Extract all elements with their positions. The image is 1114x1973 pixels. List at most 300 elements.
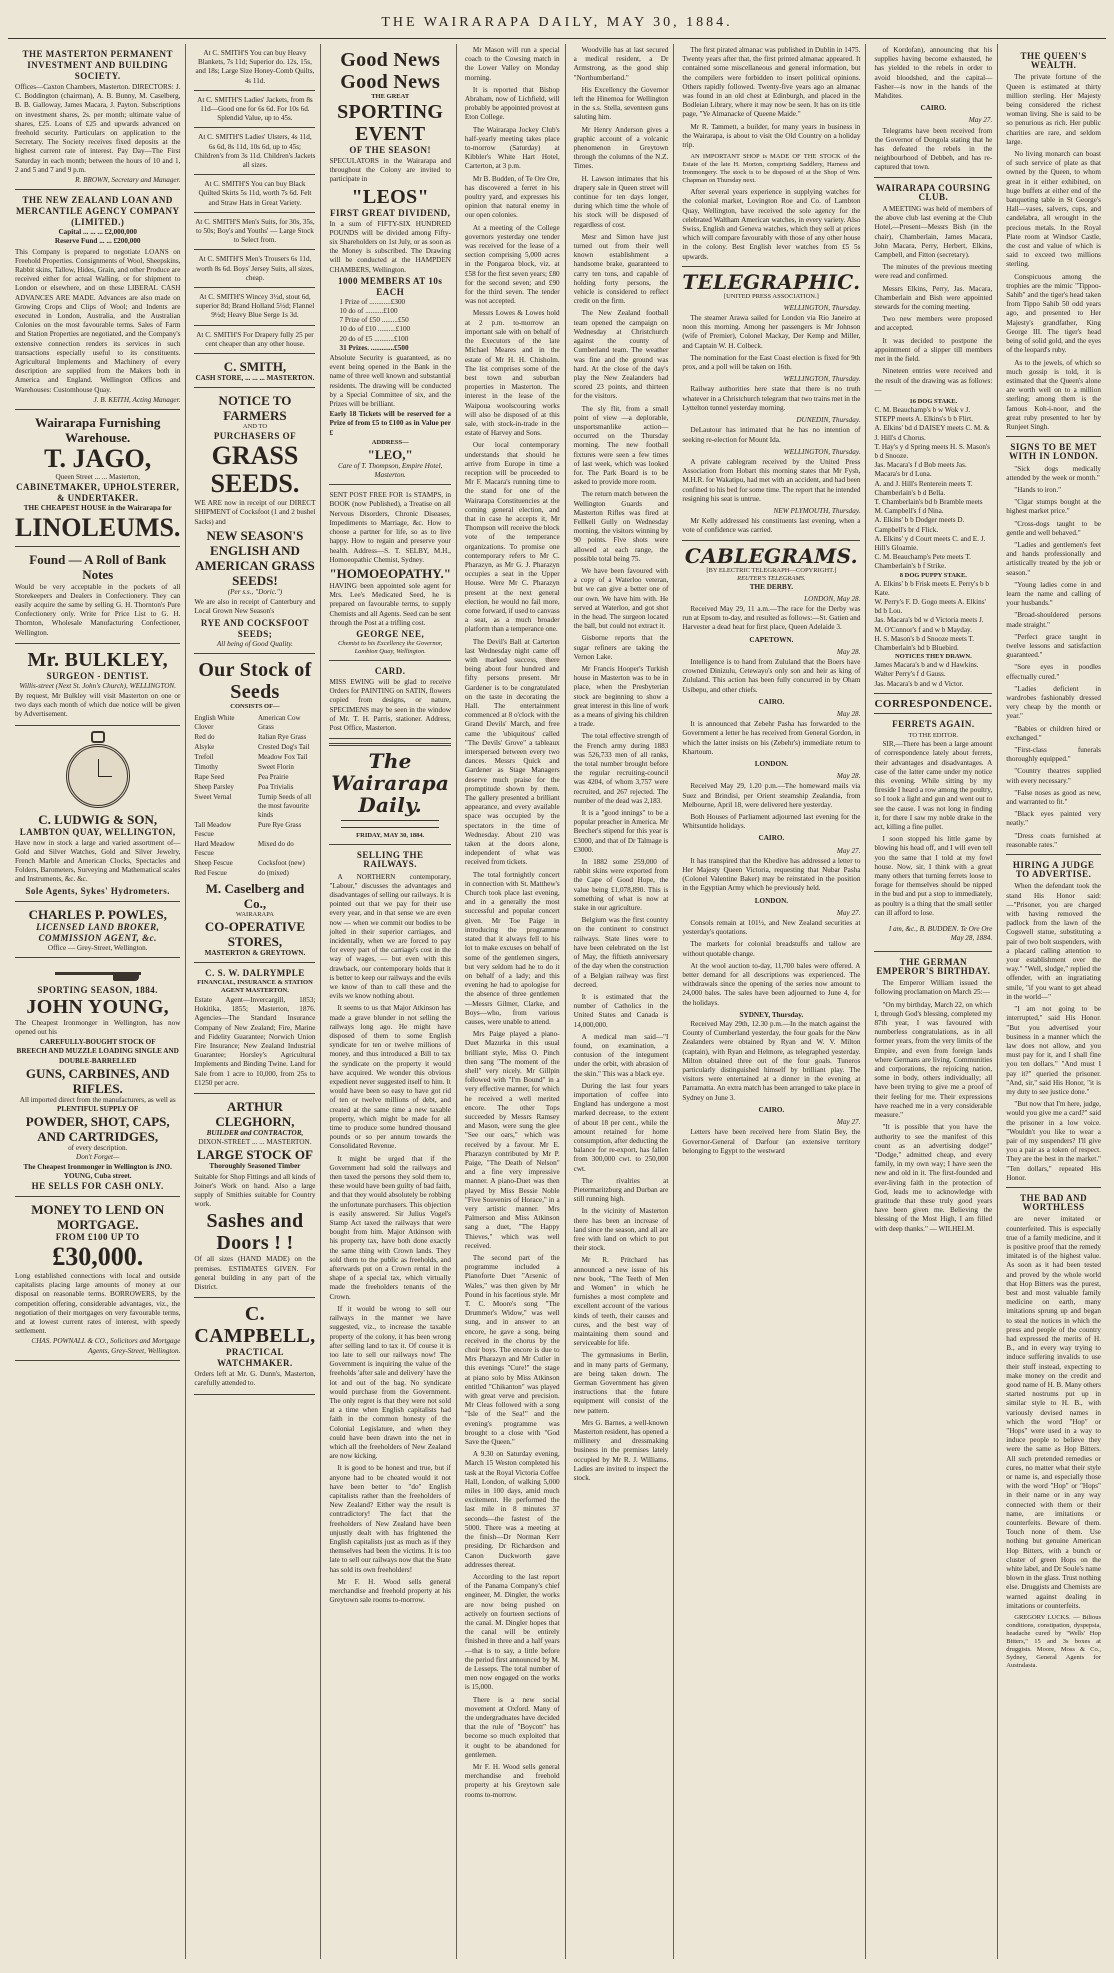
ad-powles-land-broker	[15, 904, 180, 958]
ad-campbell-watchmaker	[194, 1300, 315, 1394]
cable-head: LONDON.	[754, 759, 789, 768]
ad-card-miss-ewing	[329, 663, 450, 739]
seed-item: Red do	[194, 732, 215, 741]
news-paragraph: A medical man said—"I found, on examination, a contusion of the integument under the orbit, with abrasion of the skin." This was a black eye.	[573, 1032, 669, 1078]
seed-item: Cocksfoot (new)	[257, 858, 305, 867]
notices-title: NOTICES THEY DRAWN.	[894, 653, 972, 661]
telegram-place: WELLINGTON, Thursday.	[783, 447, 861, 456]
cable-text: Received May 29, 1.20 p.m.—The homeward mails via Suez and Brindisi, per Orient steamship Zealandia, from Melbourne, April 18, were delivered here yesterday.	[682, 782, 861, 809]
homeo-body: SENT POST FREE FOR 1s STAMPS, in BOOK (now Published), a Treatise on all Nervous Disorders, Chronic Diseases, Impediments to Marriage, &c. How to choose a partner for life, so as to live happy. How to regain and preserve your health. Address—S. T. SELBY, M.H., Homoeopathic Chemist, Sydney.	[329, 491, 451, 564]
news-paragraph: The second part of the programme included a Pianoforte Duet "Arsenic of Wales," was then given by Mr Pound in his facetious style. Mr T. C. Moore's song "The Drummer's Widow," was well sung, and in answer to an encore, he gave a song, being received in the chorus by the choir boys. The encore is due to Mrs Pharazyn and Mr Cutler in this evenings "Cure!" the stage at piano solo by Miss Atkinson entitled "Chikanton" was played with great verve and precision. Mr Cleas followed with a song "Isle of the Sea!" and the evening's programme was brought to a close with "God Save the Queen."	[464, 1254, 560, 1447]
ad-ludwig-watchmakers	[15, 728, 180, 902]
news-paragraph: The sly flit, from a small point of view —a deplorable, unsportsmanlike action—occurred on the Thursday morning. The new football fixtures were seen a few times of last week, which was looked for. The Park Board is to be asked to provide more room.	[573, 404, 669, 487]
puppy-stake-entry: H. S. Mason's b d Snooze meets T. Chamberlain's bd b Bluebird.	[874, 634, 975, 652]
telegraphic-title: TELEGRAPHIC.	[682, 269, 861, 294]
news-paragraph: The Wairarapa Jockey Club's half-yearly meeting takes place to-morrow (Saturday) at Kibbler's White Hart Hotel, Carterton, at 3 p.m.	[464, 125, 560, 171]
dog-stake-entry: A. Elkins' b b Dodger meets D. Campbell's br d Flick.	[874, 516, 965, 534]
cable-place: LONDON, May 28.	[804, 594, 861, 603]
telegram-text: DeLautour has intimated that he has no intention of seeking re-election for Mount Ida.	[682, 426, 861, 444]
ad-every: of every description.	[68, 1144, 128, 1153]
bad-worthless-body: are never imitated or counterfeited. This is especially true of a family medicine, and it is positive proof that the remedy imitated is of the highest value. As soon as it had been tested and proved by the whole world that Hop Bitters was the purest, best and most valuable family medicine on earth, many imitations sprung up and began to steal the notices in which the press and people of the country had expressed the merits of H. B., and in every way trying to induce suffering invalids to use their stuff instead, expecting to make money on the credit and good name of H. B. Many others started nostrums put up in similar style to H. B., with variously devised names in which the word "Hop" or "Hops" were used in a way to induce people to believe they were the same as Hop Bitters. All such pretended remedies or cures, no matter what their style or name is, and especially those with the word "Hop" or "Hops" in their name or in any way connected with them or their name, are imitations or counterfeits. Beware of them. Touch none of them. Use nothing but genuine American Hop Bitters, with a bunch or cluster of green Hops on the white label, and Dr Soule's name blown in the glass. Trust nothing else. Druggists and Chemists are warned against dealing in imitations or counterfeits.	[1006, 1215, 1101, 1610]
ad-title: Found — A Roll of Bank Notes	[29, 551, 167, 582]
ad-signature: J. B. KEITH, Acting Manager.	[93, 395, 181, 404]
telegram-text: The steamer Arawa sailed for London via Rio Janeiro at noon this morning. Among her passengers is Mr Johnson (wife of Premier), Colonel Mackay, Der Kemp and Miller, and Captain W. H. Colbeck.	[682, 314, 861, 350]
wealth-paragraph: The private fortune of the Queen is estimated at thirty million sterling. Her Majesty being considered the richest woman living. She is said to be so penurious as rich. Her public charities are rare, and seldom large.	[1006, 73, 1101, 146]
ad-seed-stock	[194, 656, 315, 963]
london-sign: "Ladies and gentlemen's feet and hands professionally and artistically treated by the job or season."	[1006, 540, 1101, 577]
ad-cash-only: HE SELLS FOR CASH ONLY.	[31, 1180, 164, 1191]
ad-list-1: CAREFULLY-BOUGHT STOCK OF	[39, 1038, 156, 1047]
ad-dont-forget: Don't Forget—	[76, 1153, 120, 1162]
news-paragraph: A 9.30 on Saturday evening, March 15 Weston completed his task at the Royal Victoria Coffee Hall, London, of walking 5,000 miles in 100 days, amid much excitement. He performed the last mile in 8 minutes 37 seconds—the fastest of the 5000. There was a meeting at the finish—Dr Norman Kerr presiding. Dr Richardson and Canon Duckworth gave addresses thereat.	[464, 1450, 560, 1569]
cable-text: Received May 29th, 12.30 p.m.—In the match against the County of Cumberland yesterday, the four goals for the New Zealanders were obtained by Ryan and W. V. Milton (captain), with Ryan and Helmore, as telegraphed yesterday. Milton obtained three out of the four goals. Tuneros particularly distinguished himself by brilliant play. The visitors were entertained at a dinner in the evening at Parramatta. An extra match has been arranged to take place in Sydney on June 3.	[682, 1020, 861, 1102]
news-paragraph: Mesr and Simon have just turned out from their well known establishment a handsome brake, guaranteed to carry ten tons, and capable of holding forty persons, the vehicle is considered to reflect credit on the firm.	[573, 232, 669, 306]
telegraphic-subtitle: [UNITED PRESS ASSOCIATION.]	[723, 292, 819, 300]
campbell-trade: PRACTICAL WATCHMAKER.	[217, 1347, 293, 1369]
rule	[874, 693, 992, 694]
cable-place: May 27.	[836, 908, 861, 917]
ad-title: MONEY TO LEND ON MORTGAGE.	[31, 1201, 165, 1232]
grass-notice: NOTICE TO FARMERS	[218, 393, 292, 424]
news-paragraph: At a meeting of the College governors yesterday one tender was received for the lease of a section comprising 5,000 acres in the Pongaroa block, viz. at £58 for the first seven years; £80 for the second seven; and £90 for the third seven. The tender was not accepted.	[464, 223, 560, 306]
smith-ad: At C. SMITH'S Men's Suits, for 30s, 35s, to 50s; Boy's and Youths' — Large Stock to Select from.	[194, 215, 315, 251]
telegram-place: WELLINGTON, Thursday.	[783, 303, 861, 312]
columns	[10, 44, 1106, 1959]
news-paragraph: It is reported that Bishop Abraham, now of Lichfield, will probably be appointed provost at Eton College.	[464, 85, 560, 122]
rifle-icon	[55, 967, 141, 981]
dog-stake-entry: Jas. Macara's f d Bob meets Jas. Macara's br d Luna.	[874, 461, 967, 479]
pocket-watch-icon	[66, 744, 130, 808]
smith-signature-block	[194, 356, 315, 388]
ad-name: T. JAGO,	[44, 444, 152, 474]
coursing-paragraph: It was decided to postpone the appointment of a slipper till members met in the field.	[874, 336, 993, 364]
wealth-paragraph: No living monarch can boast of such service of plate as that owned by the Queen, to whom great in it either exhibited, on huge buffets at either end of the banqueting table in St George's Hall—vases, salvers, cups, and candelabra, all wrought in the precious metals. In the Royal Plate room at Windsor Castle, the cost and value of which is said to exceed two millions sterling.	[1006, 150, 1101, 269]
london-signs-title: SIGNS TO BE MET WITH IN LONDON.	[1008, 442, 1099, 462]
seed-item: Red Fescue	[194, 868, 227, 877]
hiring-paragraph: When the defendant took the stand His Honor said:—"Prisoner, you are charged with having removed the padlock from the lawn of the Cogswell statue, substituting a pair of two bolt suspenders, with a placard calling attention to your establishment over the way." "Well, sludge," replied the offender, with an ingratiating smile, "if you want to get ahead in the world—"	[1006, 882, 1101, 1001]
london-sign: "Sore eyes in poodles effectually cured."	[1006, 663, 1101, 681]
ad-body: The Cheapest Ironmonger in Wellington, has now opened out his	[15, 1018, 181, 1036]
smith-ads	[194, 46, 315, 354]
ad-address: LAMBTON QUAY, WELLINGTON,	[19, 826, 176, 837]
grass-per-ship: (Per s.s., "Doric.")	[227, 587, 283, 596]
cable-place: May 27.	[836, 846, 861, 855]
ad-bulkley-dentist	[15, 646, 180, 726]
good-news-address-care: Care of T. Thompson, Empire Hotel, Masterton.	[338, 461, 443, 480]
grass-rye: RYE AND COCKSFOOT SEEDS;	[200, 617, 310, 639]
telegram-place: DUNEDIN, Thursday.	[796, 416, 861, 425]
cablegrams-subtitle: [BY ELECTRIC TELEGRAPH—COPYRIGHT.]	[706, 566, 837, 574]
column-7	[869, 44, 998, 1959]
seed-item: Hard Meadow Fescue	[194, 839, 235, 857]
ad-address: Queen Street ... ... Masterton,	[55, 473, 140, 482]
ad-body: Offices—Caxton Chambers, Masterton. DIRECTORS: J. C. Boddington (chairman), A. B. Bunny, M. Caselberg, B. B. Galloway, James Macara, J. Payton. Subscriptions on investment shares, 2s. per month; ultimate value of shares, £25. Loans of £25 and upwards advanced on freehold security. Particulars on application to the Secretary. The Society receives fixed deposits at the highest current rate of interest. Pay Day—The First Saturday in each month; between the hours of 10 and 1, 2 and 5 and 7 and 9 p.m.	[15, 83, 181, 174]
news-paragraph: Gisborne reports that the sugar refiners are taking the Vernon Lake.	[573, 634, 669, 661]
puppy-stake-title: 8 DOG PUPPY STAKE.	[899, 571, 967, 579]
ad-address: Office — Grey-Street, Wellington.	[47, 943, 148, 952]
smith-ad: At C. SMITH'S Wincey 3½d, stout 6d, superior 8d; Brand Holland 5½d; Flannel 9½d; Heavy Blue Serge 1s 3d.	[194, 290, 315, 326]
column-8	[1001, 44, 1106, 1959]
london-sign: "Young ladies come in and learn the name and calling of your husbands."	[1006, 580, 1101, 608]
ad-john-young-ironmonger	[15, 960, 180, 1197]
rule	[682, 266, 860, 267]
nameplate-rule	[341, 820, 438, 828]
news-paragraph: The total effective strength of the French army during 1883 was 526,733 men of all ranks, the total number brought before the regular recruiting-council was 4204, of whom 3,757 were recruited, and 267 rejected. The number of the dead was 2,183.	[573, 732, 669, 805]
coursing-paragraph: Two new members were proposed and accepted.	[874, 315, 993, 333]
news-paragraph: Mr Henry Anderson gives a graphic account of a volcanic phenomenon in Greytown through the columns of the N.Z. Times.	[573, 125, 669, 171]
double-rule	[329, 743, 450, 746]
dog-stake-entry: A. Elkins' bd d DAISEY meets C. M. & J. Hill's d Chorus.	[874, 424, 990, 442]
cable-head: SYDNEY, Thursday.	[739, 1010, 804, 1019]
seed-item: American Cow Grass	[257, 713, 301, 731]
seed-list	[194, 714, 315, 878]
rule	[874, 713, 992, 714]
news-paragraph: It is a "good innings" to be a popular preacher in America. Mr Beecher's stipend for this year is £3000, and that of Dr Talmage is £3000.	[573, 809, 669, 854]
news-paragraph: His Excellency the Governor left the Hinemoa for Wellington in the s.s. Stella, seventeen guns saluting him.	[573, 85, 669, 122]
cable-text: Received May 29, 11 a.m.—The race for the Derby was run at Epsom to-day, and resulted as follows:—St. Gatien and Harvester a dead heat for first place, Queen Adelaide 3.	[682, 604, 861, 632]
seed-item: Pea Prairie	[257, 772, 289, 781]
cleghorn-stock: LARGE STOCK OF	[196, 1147, 313, 1163]
german-paragraph: "On my birthday, March 22, on which I, through God's blessing, completed my 87th year, I was favoured with numberless congratulations, as in all former years, from the very limits of the Empire, and even from foreign lands where Germans are living. Communities and corporations, the rejoicing nation, some in body, others individually; all have been trying to give me a proof of their feeling for me. Their expressions have reached me in a very considerable measure."	[874, 1000, 993, 1120]
masthead-rule	[8, 38, 1106, 39]
grass-title: GRASS SEEDS.	[210, 441, 300, 499]
homeo-body-2: HAVING been appointed sole agent for Mrs. Lee's Medicated Seed, he is prepared on favourable terms, to supply Chemists and all Agents. Seed can be sent through the Post at a trifling cost.	[329, 581, 451, 627]
german-title: THE GERMAN EMPEROR'S BIRTHDAY.	[876, 956, 991, 977]
grass-body-1: WE ARE now in receipt of our DIRECT SHIPMENT of Cocksfoot (1 and 2 bushel Sacks) and	[194, 499, 316, 526]
news-paragraph: The gymnasiums in Berlin, and in many parts of Germany, are being taken down. The German Government has given instructions that the future equipment will consist of the new pattern.	[573, 1351, 669, 1415]
news-paragraph: Mr B. Budden, of Te Ore Ore, has discovered a ferret in his poultry yard, and expresses his opinion that natural enemy in our open colonies.	[464, 174, 560, 220]
smith-name: C. SMITH,	[223, 359, 287, 375]
cable-text: Letters have been received here from Slatin Bey, the Governor-General of Darfour (an extensive territory belonging to Egypt to the westward	[682, 1128, 861, 1155]
cable-text: The markets for colonial breadstuffs and tallow are without quotable change.	[682, 940, 861, 958]
seed-item: Italian Rye Grass	[257, 732, 307, 741]
ad-also: All imported direct from the manufacturers, as well as	[19, 1095, 176, 1104]
cable-head: CAIRO.	[758, 1105, 785, 1114]
ad-trade: CABINETMAKER, UPHOLSTERER, & UNDERTAKER.	[16, 482, 180, 504]
rule	[1006, 854, 1101, 855]
ad-range: FROM £100 UP TO	[55, 1231, 140, 1242]
ad-grass-seeds	[194, 390, 315, 653]
london-sign: "Broad-shouldered persons made straight."	[1006, 611, 1101, 629]
good-news-leos: "LEOS"	[351, 185, 429, 208]
cable-head: CAIRO.	[758, 697, 785, 706]
london-sign: "First-class funerals thoroughly equipped."	[1006, 746, 1101, 764]
news-paragraph: Messrs Lowes & Lowes hold at 2 p.m. to-morrow an important sale with on behalf of the Executors of the late Michael Meares and in the estate of Mr H. H. Chisholm. The list comprises some of the best town and suburban properties in Masterton. The interest in the lease of the Waipoua woolscouring works will also be disposed of at this sale, with stock-in-trade in the estate of Harvey and Sons.	[464, 309, 560, 438]
news-paragraph: There is a new social movement at Oxford. Many of the undergraduates have decided that the rule of "Boycott" has become so much exploited that it ought to be abandoned for gentlemen.	[464, 1695, 560, 1759]
card-title: CARD.	[374, 665, 406, 676]
london-sign: "Babies or children hired or exchanged."	[1006, 724, 1101, 742]
ad-body: Have now in stock a large and varied assortment of— Gold and Silver Watches, Gold and Silver Jewelry, French Marble and American Clocks, Spectacles and Folders, Barometers, Surveying and Mathematical scales and Instruments, &c. &c.	[15, 838, 181, 884]
telegram-text: Railway authorities here state that there is no truth whatever in a Christchurch telegram that two trains met in the Lyttelton tunnel yesterday morning.	[682, 385, 861, 412]
ad-title: THE NEW ZEALAND LOAN AND MERCANTILE AGENCY COMPANY (LIMITED.)	[15, 195, 180, 228]
ad-masterton-building-society	[15, 46, 180, 190]
ad-name: JOHN YOUNG,	[26, 995, 169, 1018]
column-2	[189, 44, 321, 1959]
rule	[1006, 436, 1101, 437]
telegram-place: NEW PLYMOUTH, Thursday.	[773, 506, 861, 515]
dog-stake-list	[874, 406, 992, 572]
article-paragraph: It seems to us that Major Atkinson has made a grave blunder in not selling the railways long ago. He might have disposed of them to some English syndicate for ten or twelve millions of money, and thus introduced a Bill to tax the syndicate on the property it would have acquired. We wonder this obvious expedient never suggested itself to him. It would have been so easy to have got rid of ten or twelve millions of debt, and created at the same time a new taxable property, which might be made for all time to produce some hundred thousand pounds or so per annum towards the Consolidated Revenue.	[329, 1004, 451, 1151]
dog-stake-entry: A. and J. Hill's Renterein meets T. Chamberlain's b d Bella.	[874, 479, 973, 497]
london-sign: "Dress coats furnished at reasonable rates."	[1006, 831, 1101, 849]
hiring-paragraph: "But now that I'm here, judge, would you give me a card?" said the prisoner in a low voice. "Wouldn't you like to wear a pair of my suspenders? I'll give you a pair as a token of respect. They are the best in the market." "Ten dollars," repeated His Honor.	[1006, 1100, 1101, 1182]
puppy-stake-list	[874, 580, 992, 654]
good-news-great: THE GREAT	[371, 93, 410, 100]
ferrets-to-editor: TO THE EDITOR.	[908, 732, 959, 740]
puppy-stake-entry: Jas. Macara's bd w d Victoria meets J. M. O'Connor's f and w b Mayday.	[874, 616, 984, 634]
ad-title: THE MASTERTON PERMANENT INVESTMENT AND BUILDING SOCIETY.	[22, 49, 173, 81]
ad-product: LINOLEUMS.	[15, 512, 181, 542]
ad-name: C. LUDWIG & SON,	[38, 811, 158, 827]
london-sign: "Sick dogs medically attended by the week or month."	[1006, 464, 1101, 482]
grass-purchasers: PURCHASERS OF	[213, 431, 297, 442]
cairo-text: Telegrams have been received from the Governor of Dongola stating that he has defeated the rebels in the neighbourhood of Debbeh, and has re-captured that town.	[874, 126, 993, 172]
wealth-paragraph: Conspicuous among the trophies are the mimic "Tippoo-Sahib" and the tiger's head taken from Tippo Sahib 50 odd years ago, and presented to Her Majesty's grandfather, King George III. The tiger's head being of solid gold, and the eyes of the leopard's ruby.	[1006, 272, 1101, 355]
london-sign: "Country theatres supplied with every necessary."	[1006, 767, 1101, 785]
rule	[682, 540, 860, 541]
campbell-body: Orders left at Mr. G. Dunn's, Masterton, carefully attended to.	[194, 1370, 316, 1388]
good-news-body-1: SPECULATORS in the Wairarapa and throughout the Colony are invited to participate in	[329, 157, 451, 184]
sashes-title: Sashes and Doors ! !	[206, 1210, 304, 1255]
german-paragraph: "It is possible that you have the authority to see the manifest of this count as an advertising dodge!" "Dodge," admitted cheap, and every family, in my own way; I have seen the new and old in it. The first-founded and ever-living faith in the protection of God, leads me to acknowledge with gratitude that these truly good years have been given me. Believing the blessing of the Most High, I am filled with deep thanks." — WILHELM.	[874, 1123, 993, 1233]
good-news-title: Good News Good News	[340, 49, 441, 93]
watch-crown-icon	[91, 731, 105, 743]
prize-row: 10 do of £10 ..........£100	[339, 325, 411, 334]
cable-place: May 28.	[836, 709, 861, 718]
ad-powder: POWDER, SHOT, CAPS, AND CARTRIDGES,	[25, 1114, 170, 1145]
news-paragraph: Mr R. Pritchard has announced a new issue of his new book, "The Teeth of Men and Women" in which he furnishes a most complete and excellent account of the various kinds of teeth, their causes and cures, and the best way of maintaining them sound and serviceable for life.	[573, 1256, 669, 1348]
column-3	[324, 44, 456, 1959]
puppy-stake-entry: A. Elkins' b b Frisk meets E. Perry's b b Kate.	[874, 579, 990, 597]
good-news-season: OF THE SEASON!	[349, 145, 431, 155]
stock-title: Our Stock of Seeds	[198, 658, 312, 703]
ad-cheapest: THE CHEAPEST HOUSE in the Wairarapa for	[23, 504, 172, 513]
article-paragraph: Mr F. H. Wood sells general merchandise and freehold property at his Greytown sale rooms to-morrow.	[329, 1577, 451, 1605]
paper-nameplate: The Wairarapa Daily.	[331, 749, 450, 818]
seed-item: Sheep Fescue	[194, 858, 233, 867]
ad-dalrymple	[194, 965, 315, 1094]
ad-amount: £30,000.	[52, 1241, 144, 1271]
london-sign: "Perfect grace taught in twelve lessons and satisfaction guaranteed."	[1006, 632, 1101, 660]
homeo-title: "HOMOEOPATHY."	[329, 565, 451, 581]
letter-signature: I am, &c., B. BUDDEN. Te Ore Ore May 28, 1884.	[888, 925, 993, 943]
cleghorn-trade: BUILDER and CONTRACTOR,	[206, 1128, 304, 1137]
smith-ad: At C. SMITH'S You can buy Black Quilted Skirts 5s 11d, worth 7s 6d. Felt and Straw Hats in Great Variety.	[194, 177, 315, 213]
dog-stake-entry: T. Chamberlain's bd b Bramble meets M. Campbell's f d Nina.	[874, 497, 983, 516]
cable-place: May 28.	[836, 647, 861, 656]
smith-ad: At C. SMITH'S For Drapery fully 25 per cent cheaper than any other house.	[194, 328, 315, 354]
good-news-address-name: "LEO,"	[367, 446, 413, 462]
ad-body: By request, Mr Bulkley will visit Masterton on one or two days each month of which due notice will be given by Advertisement.	[15, 691, 181, 719]
campbell-name: C. CAMPBELL,	[194, 1303, 316, 1348]
ad-signature: CHAS. POWNALL & CO., Solicitors and Mortgage Agents, Grey-Street, Wellington.	[31, 1337, 181, 1355]
ad-body: This Company is prepared to negotiate LOANS on Freehold Properties. Consignments of Wool, Sheepskins, Rabbit skins, Tallow, Hides, Grain, and other Produce are received either for actual Walling, or for shipment to London or elsewhere, and on these LIBERAL CASH ADVANCES ARE MADE. Advances are also made on Growing Crops and Clips of Wool; and Indents are executed in London, Australia, and the Australian Colonies on the most favourable terms. Sales of Farm and Station Properties are negotiated, and the Company's extensive connection renders its services in such transactions especially useful to its constituents. Agricultural Implements and Machinery of every description are supplied from the Makers both in America and England. Wellington Offices and Warehouses: Customhouse Quay.	[15, 247, 181, 394]
seed-item: Pure Rye Grass	[257, 820, 302, 829]
good-news-sporting: SPORTING EVENT	[337, 101, 444, 145]
seed-item: Alsyke	[194, 742, 215, 751]
sashes-body: Of all sizes (HAND MADE) on the premises. ESTIMATES GIVEN. For general building in any part of the District.	[194, 1255, 316, 1291]
news-paragraph: It is estimated that the number of Catholics in the United States and Canada is 14,000,000.	[573, 992, 669, 1029]
caselberg-store: CO-OPERATIVE STORES,	[204, 918, 306, 949]
cable-head: LONDON.	[754, 896, 789, 905]
grass-quality: All being of Good Quality.	[216, 639, 293, 648]
dalrymple-name: C. S. W. DALRYMPLE	[205, 967, 305, 978]
ad-homoeopathy	[329, 487, 450, 661]
caselberg-address: MASTERTON & GREYTOWN.	[204, 948, 306, 957]
rule	[329, 844, 450, 845]
news-paragraph: The Devil's Ball at Carterton last Wednesday night came off with marked success, there being about four hundred and fifty persons present. Mr Gardener is to be congratulated on the taste in decorating the Hall. The entertainment commenced at 8 o'clock with the Grand Devils' March, and free came the 'ubiquitous' called "The Devils' Grove" a tableaux interspersed between every two dances. Messrs Quick and Gardener as Stage Managers deserve much praise for the promptitude shown by them. The gallery presented a brilliant appearance, and every available space was occupied by the spectators in the time of Wednesday. About 210 was taken at the doors alone, independent of what was received from tickets.	[464, 637, 560, 867]
column-5	[569, 44, 675, 1959]
news-paragraph: After several years experience in supplying watches for the colonial market, Lovington Roe and Co. of Lambton Quay, Wellington, have received the sole agency for the celebrated Waltham American watches, in every variety. Also Swiss, English and Geneva watches, which they sell at prices which will compare favourably with those of any other house in the colony. Best English lever watches from £5 5s upwards.	[682, 188, 861, 261]
good-news-body-2: In a sum of FIFTY-SIX HUNDRED POUNDS will be divided among Fifty-six Shareholders on 1st July, or as soon as the Money is subscribed. The Drawing will be conducted at the HAMPDEN CHAMBERS, Wellington.	[329, 219, 451, 274]
coursing-paragraph: A MEETING was held of members of the above club last evening at the Club Hotel,—Present—Messrs Bish (in the chair), Chamberlain, James Macara, John Macara, Perry, Herbert, Elkins, Campbell, and Fitton (secretary).	[874, 205, 993, 260]
prize-row: 1 Prize of ............£300	[339, 297, 406, 306]
cablegrams-title: CABLEGRAMS.	[684, 543, 858, 568]
cleghorn-timber: Thoroughly Seasoned Timber	[209, 1162, 301, 1171]
bad-worthless-title: THE BAD AND WORTHLESS	[1020, 1192, 1088, 1213]
rule	[874, 177, 992, 178]
coursing-paragraph: Messrs Elkins, Perry, Jas. Macara, Chamberlain and Bish were appointed stewards for the coming meeting.	[874, 284, 993, 312]
smith-ad: At C. SMITH'S Men's Trousers 6s 11d, worth 8s 6d. Boys' Jersey Suits, all sizes, cheap.	[194, 252, 315, 288]
good-news-body-3: Absolute Security is guaranteed, as no event being opened in the Bank in the name of three well known and substantial residents. The drawing will be conducted by a Special Committee of six, and the Prizes will be brilliant.	[329, 354, 451, 409]
grass-body-2: We are also in receipt of Canterbury and Local Grown New Season's	[194, 598, 316, 616]
ad-title: Wairarapa Furnishing Warehouse.	[35, 415, 161, 446]
news-paragraph: of Kordofan), announcing that his supplies having become exhausted, he has yielded to the rebels in order to avoid bloodshed, and the capital—Fasher—is now in the hands of the Mahdites.	[874, 46, 993, 101]
news-paragraph: The return match between the Wellington Guards and Masterton Rifles was fired at Fellkell Gully on Wednesday morning, the visitors winning by 90 points. Five shots were allowed at each range, the possible total being 75.	[573, 490, 669, 563]
dog-stake-entry: C. M. Beauchamp's b w Wok v J. STEPP meets A. Elkins's b b Flirt.	[874, 405, 973, 424]
good-news-body-4: Early 18 Tickets will be reserved for a Prize of from £5 to £100 as in Value per £	[329, 410, 451, 437]
homeo-signature: GEORGE NEE,	[356, 628, 425, 639]
ad-good-news-sweep	[329, 46, 450, 485]
london-sign: "Cigar stumps bought at the highest market price."	[1006, 498, 1101, 516]
ad-body: Long established connections with local and outside capitalists placing large amounts of money at our disposal on reasonable terms. BORROWERS, by the competition offering, considerable advantages, viz., the negotiation of their mortgages on very favourable terms, and at lowest current rates of interest, with speedy settlement.	[15, 1271, 181, 1336]
cable-head: CAPETOWN.	[749, 635, 794, 644]
dalrymple-trade: FINANCIAL, INSURANCE & STATION AGENT MASTERTON.	[197, 978, 313, 994]
telegram-text: A private cablegram received by the United Press Association from Hobart this morning states that Mr Fysh, M.H.R. for Wakatipu, had met with an accident, and had been confined to his bed for some time. The report that he intended resigning his seat is untrue.	[682, 457, 861, 503]
cable-head: THE DERBY.	[749, 582, 794, 591]
london-sign: "False noses as good as new, and warranted to fit."	[1006, 788, 1101, 807]
cable-text: It is announced that Zebehr Pasha has forwarded to the Government a letter he has received from General Gordon, in which the latter insists on his (Zebehr's) immediate return to Khartoum.	[682, 720, 861, 756]
london-sign: "Black eyes painted very neatly."	[1006, 810, 1101, 828]
hiring-paragraph: "I am not going to be interrupted," said His Honor. "But you advertised your business in a manner which the law does not allow, and you must pay for it, and I shall fine you ten dollars." "And must I pay it?" queried the prisoner. "And, sir," said His Honor, "it is my duty to see justice done."	[1006, 1005, 1101, 1096]
cablegrams-agency: REUTER'S TELEGRAMS.	[737, 574, 806, 582]
coursing-title: WAIRARAPA COURSING CLUB.	[876, 182, 991, 202]
telegram-text: The nomination for the East Coast election is fixed for 9th prox, and a poll will be taken on 16th.	[682, 353, 861, 372]
gregory-lucks: GREGORY LUCKS. — Bilious conditions, constipation, dyspepsia, headache cured by "Wells' Hop Bitters," 15 and 3s boxes at druggists. Moore, Moss & Co., Sydney, General Agents for Australasia.	[1006, 1614, 1101, 1670]
smith-ad: At C. SMITH'S Ladies' Jackets, from 8s 11d—Good one for 6s 6d. For 10s 6d. Splendid Value, up to 45s.	[194, 93, 315, 129]
telegram-place: WELLINGTON, Thursday.	[783, 375, 861, 384]
cleghorn-address: DIXON-STREET ... ... MASTERTON.	[198, 1138, 312, 1147]
prize-list	[339, 298, 440, 353]
seed-item: Rape Seed	[194, 772, 225, 781]
seed-item: Sweet Florin	[257, 762, 294, 771]
column-4	[460, 44, 566, 1959]
cleghorn-body: Suitable for Shop Fittings and all kinds of Joiner's Work on hand. Also a large supply of Smithies suitable for Country work.	[194, 1172, 316, 1209]
cairo-date: May 27.	[968, 116, 993, 125]
article-paragraph: A NORTHERN contemporary, "Labour," discusses the advantages and disadvantages of selling our railways. It is pointed out that we pay for their use every year, and in that sense we are even now — when we commit our bodies to be jolted in their superior carriages, and incidentally, when we are forced to pay for every part of the carriage's cost in the way of wages, — but even with this drawback, our contemporary holds that it is better to keep our railways and the evils we know of than to call these and the evils we know nothing about.	[329, 872, 451, 1001]
prize-row: 31 Prizes. .............£500	[339, 343, 409, 352]
news-paragraph: AN IMPORTANT SHOP is MADE OF THE STOCK of the Estate of the late H. Morton, comprising Saddlery, Harness and Ironmongery. The stock is to be disposed of at the Shop of Wm. Chapman on Thursday next.	[682, 153, 861, 185]
news-paragraph: Mr F. H. Wood sells general merchandise and freehold property at his Greytown sale rooms to-morrow.	[464, 1762, 560, 1799]
smith-address: CASH STORE, ... ... ... MASTERTON.	[195, 374, 315, 383]
seed-item: Sweet Vernal	[194, 792, 232, 801]
article-title: SELLING THE RAILWAYS.	[356, 850, 424, 870]
ad-address: Willis-street (Next St. John's Church), WELLINGTON.	[19, 681, 177, 690]
ferrets-title: FERRETS AGAIN.	[892, 719, 975, 729]
dog-stake-title: 16 DOG STAKE.	[909, 397, 958, 405]
london-signs-list	[1006, 465, 1101, 851]
news-paragraph: In the vicinity of Masterton there has been an increase of land since the season, and all are free with land on which to put their stock.	[573, 1207, 669, 1253]
ad-name: Mr. BULKLEY,	[27, 648, 168, 671]
news-paragraph: Our local contemporary understands that should he arrive from Europe in time a reception will be proceeded to Mr F. Macara's running time to the stand for one of the Wairarapa Constituencies at the coming general election, and that in case he accepts it, Mr Thompson will receive the block vote of the temperance organizations. To promise one contemporary refers to Mr C. Pharazyn, as Mr G. J. Pharazyn occupies a seat in the Upper House. Were Mr C. Pharazyn present at the next general election, he would no fail more, come forward, if used to canvass a seat, as a much broader platform than a temperance one.	[464, 441, 560, 634]
caselberg-town: WAIRARAPA	[235, 910, 274, 918]
news-paragraph: H. Lawson intimates that his drapery sale in Queen street will continue for ten days longer, during which time the whole of his stock will be disposed of regardless of cost.	[573, 174, 669, 229]
cable-text: At the wool auction to-day, 11,700 bales were offered. A better demand for all descriptions was experienced. The withdrawals since the opening of the series now amount to 24,000 bales. The sales have been adjourned to June 4, for the holidays.	[682, 961, 861, 1007]
article-paragraph: It might be urged that if the Government had sold the railways and then taxed the persons they sold them to, these would have been guilty of bad faith, and that they would absolutely be robbing the unfortunate purchasers. This objection is easily answered. Sir Julius Vogel's Stamp Act taxed the railways that were bought from him. Major Atkinson with his property tax, have both done exactly the same thing with Crown lands. They sold them to the public as freeholds, and afterwards put on a Crown rental in the shape of a special tax, which virtually made the freeholders tenants of the Crown.	[329, 1154, 451, 1301]
seed-item: Crested Dog's Tail	[257, 742, 310, 751]
dog-stake-entry: T. Hay's y d Spring meets H. S. Mason's b d Snooze.	[874, 442, 991, 460]
news-paragraph: The total fortnightly concert in connection with St. Matthew's Church took place last evening, and in a generally the most successful and popular concert given. Mr Toe Paige in introducing the programme stated that it always fell to his lot to make excuses on behalf of some of the gentlemen singers, but very seldom had he to do it on behalf of a lady; and this evening he had to apologise for the absence of three gentlemen—Messrs Gilmer, Clarke, and Boys—who, from various causes, were unable to attend.	[464, 870, 560, 1026]
news-paragraph: Mr Mason will run a special coach to the Cowsing match in the Lower Valley on Monday morning.	[464, 46, 560, 82]
notice-entry: Jas. Macara's b and w d Victor.	[874, 679, 964, 688]
german-paragraph: The Emperor William issued the following proclamation on March 25:—	[874, 979, 993, 997]
ad-trade: SURGEON - DENTIST.	[46, 670, 149, 681]
ad-cheapest: The Cheapest Ironmonger in Wellington is JNO. YOUNG, Cuba street.	[23, 1162, 172, 1180]
article-paragraph: It is good to be honest and true, but if anyone had to be cheated would it not have been better to "do" English capitalists rather than the freeholders of New Zealand? Either way the result is contradictory! The fact that the freeholders of New Zealand have been unjustly dealt with has frightened the English capitalists just as much as if they themselves had been the victims. It is too late to sell our railways now that the State has sold its own freeholders!	[329, 1464, 451, 1574]
hiring-title: HIRING A JUDGE TO ADVERTISE.	[1012, 860, 1095, 880]
homeo-subtitle: Chemist to his Excellency the Governor, Lambton Quay, Wellington.	[338, 639, 443, 655]
cable-place: May 28.	[836, 772, 861, 781]
seed-item: Turnip Seeds of all the most favourite kinds	[257, 792, 312, 819]
cable-place: May 27.	[836, 1118, 861, 1127]
puppy-stake-entry: W. Perry's F. D. Gogo meets A. Elkins' bd b Lou.	[874, 597, 986, 616]
ad-nz-loan-company	[15, 192, 180, 410]
ad-jago-furnishing	[15, 412, 180, 546]
coursing-paragraph: The minutes of the previous meeting were read and confirmed.	[874, 263, 993, 281]
news-paragraph: We have been favoured with a copy of a Waterloo veteran, but we can give a better one of our own. We have him with. He served at Waterloo, and got shot in the head. The surgeon located the ball, but could not extract it.	[573, 566, 669, 631]
telegram-text: Mr Kelly addressed his constituents last evening, when a vote of confidence was carried.	[682, 517, 861, 535]
dalrymple-body: Estate Agent—Invercargill, 1853; Hokitika, 1855; Masterton, 1876. Agencies—The Standard Insurance Company of New Zealand; Fire, Marine and Fidelity Guarantee; Norwich Union Fire Insurance; New Zealand Industrial Guarantee; Horsley's Agricultural Implements and Binding Twine. Land for Sale from 1 acre to 10,000, from 25s to £1250 per acre.	[194, 995, 316, 1087]
ad-guns: GUNS, CARBINES, AND RIFLES.	[25, 1065, 170, 1096]
rule	[1006, 1187, 1101, 1188]
cable-text: Consols remain at 101½, and New Zealand securities at yesterday's quotations.	[682, 919, 861, 937]
news-paragraph: Woodville has at last secured a medical resident, a Dr Armstrong, as the good ship "Northumberland."	[573, 46, 669, 82]
london-sign: "Ladies deficient in wardrobes fashionably dressed very cheap by the month or year."	[1006, 684, 1101, 721]
cable-list	[682, 583, 860, 1156]
cable-text: Both Houses of Parliament adjourned last evening for the Whitsuntide holidays.	[682, 813, 861, 831]
ad-cleghorn-builder	[194, 1096, 315, 1298]
seed-item: Meadow Fox Tail	[257, 752, 308, 761]
letter-paragraph: SIR,—There has been a large amount of correspondence lately about ferrets, their advantages and disadvantages. A case of the latter came under my notice this evening. While sitting by my fireside I heard a row among the poultry, so I took a light and gun and went out to see the cause. I was not long in finding it, for there I saw my noble drake in the act, killing a fine pullet.	[874, 740, 993, 832]
news-paragraph: Mr R. Tammett, a builder, for many years in business in the Wairarapa, is about to visit the Old Country on a holiday trip.	[682, 122, 861, 150]
wealth-title: THE QUEEN'S WEALTH.	[1020, 51, 1087, 71]
ad-money-to-lend	[15, 1199, 180, 1361]
prize-row: 7 Prize of £50 .........£50	[339, 316, 409, 325]
card-body: MISS EWING will be glad to receive Orders for PAINTING on SATIN, flowers copied from designs, or nature, SPECIMENS may be seen in the window of Mr. T. H. Parris, stationer. Address, Post Office, Masterton.	[329, 677, 451, 732]
news-paragraph: Mr Francis Hooper's Turkish house in Masterton was to be in place, when the Presbyterian stock are beginning to show a great interest in this line of work as a means of giving his children a trade.	[573, 665, 669, 729]
ad-capital: Capital ... ... ... £2,000,000	[58, 228, 137, 237]
ad-name: CHARLES P. POWLES,	[28, 906, 167, 922]
wealth-paragraph: As to the jewels, of which so much gossip is told, it is estimated that the Queen's alone are worth well on to a million sterling; among them is the famous Koh-i-noor, and the great ruby presented to her by Runjeet Singh.	[1006, 358, 1101, 431]
page-masthead: THE WAIRARAPA DAILY, MAY 30, 1884.	[381, 15, 733, 30]
news-paragraph: Belgium was the first country on the continent to construct railways. State lines were to have been celebrated on the 1st of May, the fiftieth anniversary of the day when the construction of a Belgian railway was first decreed.	[573, 916, 669, 989]
seed-item: Poa Trivialis	[257, 782, 294, 791]
seed-item: Sheep Parsley	[194, 782, 234, 791]
cairo-head: CAIRO.	[920, 104, 947, 113]
stock-consists: CONSISTS OF—	[230, 702, 280, 710]
grass-and: AND TO	[242, 423, 268, 431]
london-sign: "Hands to iron."	[1014, 485, 1062, 494]
